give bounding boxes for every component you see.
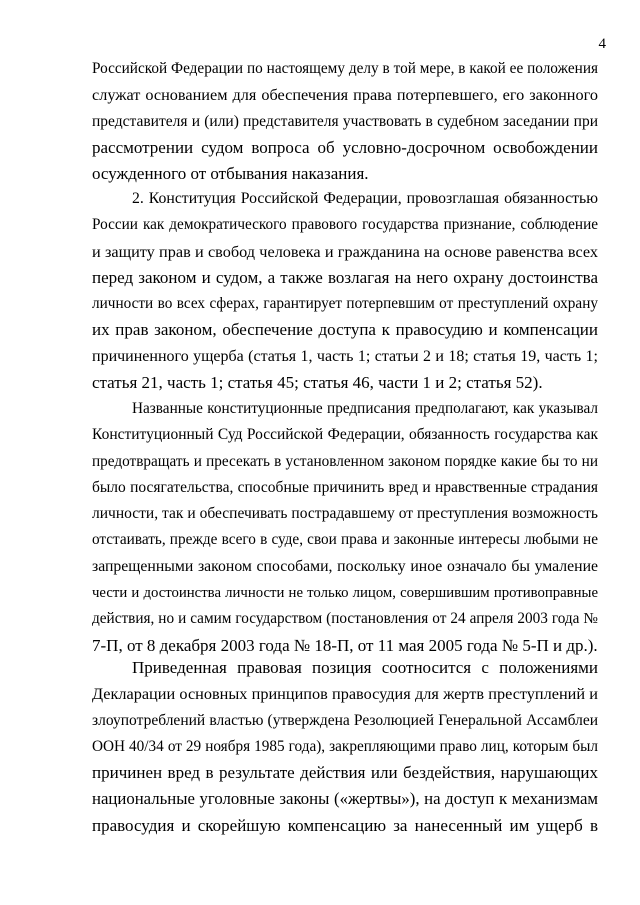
text-line: причинен вред в результате действия или бездействия, нарушающих xyxy=(92,763,598,783)
text-line: чести и достоинства личности не только лицом, совершившим противоправные xyxy=(92,585,598,602)
text-line: представителя и (или) представителя участвовать в судебном заседании при xyxy=(92,112,598,130)
paragraph-2 xyxy=(92,186,598,396)
text-line: Приведенная правовая позиция соотносится с положениями xyxy=(132,658,598,677)
text-line: злоупотреблений властью (утверждена Резолюцией Генеральной Ассамблеи xyxy=(92,711,598,729)
text-line: личности во всех сферах, гарантирует потерпевшим от преступлений охрану xyxy=(92,295,598,313)
text-line: и защиту прав и свобод человека и гражданина на основе равенства всех xyxy=(92,242,598,261)
text-line: ООН 40/34 от 29 ноября 1985 года), закрепляющими право лиц, которым был xyxy=(92,737,598,755)
text-line: правосудия и скорейшую компенсацию за нанесенный им ущерб в xyxy=(92,815,598,835)
text-line: рассмотрении судом вопроса об условно-досрочном освобождении xyxy=(92,137,598,157)
text-line: статья 21, часть 1; статья 45; статья 46, части 1 и 2; статья 52). xyxy=(92,373,543,393)
paragraph-3 xyxy=(92,396,598,659)
text-line: национальные уголовные законы («жертвы»), на доступ к механизмам xyxy=(92,789,598,809)
text-line: России как демократического правового государства признание, соблюдение xyxy=(92,216,598,234)
text-line: перед законом и судом, а также возлагая на него охрану достоинства xyxy=(92,267,598,287)
text-line: Российской Федерации по настоящему делу в той мере, в какой ее положения xyxy=(92,60,598,77)
text-line: осужденного от отбывания наказания. xyxy=(92,164,369,184)
paragraph-1 xyxy=(92,56,598,187)
text-line: действия, но и самим государством (постановления от 24 апреля 2003 года № xyxy=(92,610,598,628)
text-line: служат основанием для обеспечения права потерпевшего, его законного xyxy=(92,86,598,105)
text-line: личности, так и обеспечивать пострадавшему от преступления возможность xyxy=(92,505,598,523)
text-line: было посягательства, способные причинить вред и нравственные страдания xyxy=(92,478,598,496)
text-line: 7-П, от 8 декабря 2003 года № 18-П, от 11 мая 2005 года № 5-П и др.). xyxy=(92,635,598,655)
text-line: предотвращать и пресекать в установленном законом порядке какие бы то ни xyxy=(92,452,598,470)
text-line: Декларации основных принципов правосудия для жертв преступлений и xyxy=(92,685,598,704)
page-number: 4 xyxy=(598,36,606,52)
text-line: причиненного ущерба (статья 1, часть 1; статьи 2 и 18; статья 19, часть 1; xyxy=(92,347,598,365)
text-line: запрещенными законом способами, поскольку иное означало бы умаление xyxy=(92,557,598,575)
text-line: их прав законом, обеспечение доступа к правосудию и компенсации xyxy=(92,320,598,340)
text-line: Названные конституционные предписания предполагают, как указывал xyxy=(132,400,598,417)
paragraph-4 xyxy=(92,655,598,839)
text-line: отстаивать, прежде всего в суде, свои права и законные интересы любыми не xyxy=(92,531,598,549)
text-line: Конституционный Суд Российской Федерации, обязанность государства как xyxy=(92,426,598,444)
text-line: 2. Конституция Российской Федерации, провозглашая обязанностью xyxy=(132,190,598,207)
